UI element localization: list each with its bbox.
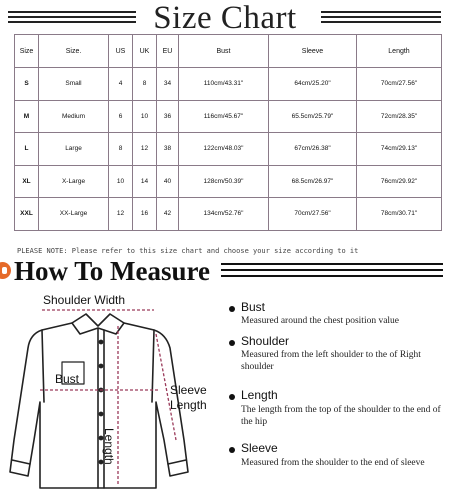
table-row [15,198,442,231]
table-cell: 74cm/29.13" [357,133,442,166]
table-cell: 8 [109,133,133,166]
table-cell: 76cm/29.92" [357,165,442,198]
measure-item-title: Length [241,388,278,402]
table-cell: 67cm/26.38" [269,133,357,166]
length-label: Length [102,428,116,465]
shoulder-width-label: Shoulder Width [43,293,126,307]
table-cell: 6 [109,100,133,133]
table-cell: 122cm/48.03" [179,133,269,166]
measure-item-title: Sleeve [241,441,278,455]
how-to-measure-title: How To Measure [14,256,211,286]
sleeve-label-line1: Sleeve [170,383,207,397]
table-cell: 134cm/52.76" [179,198,269,231]
table-row [15,68,442,101]
column-header: Size. [39,35,109,68]
measure-item-title: Shoulder [241,334,290,348]
column-header: UK [133,35,157,68]
section-badge-icon [0,262,11,279]
table-cell: 78cm/30.71" [357,198,442,231]
table-cell: Large [39,133,109,166]
table-cell: 10 [133,100,157,133]
sleeve-label-line2: Length [170,398,207,412]
table-cell: 70cm/27.56" [269,198,357,231]
table-cell: 10 [109,165,133,198]
table-cell: 128cm/50.39" [179,165,269,198]
table-cell: 12 [109,198,133,231]
page-title: Size Chart [153,0,297,36]
how-to-measure-header [0,256,450,288]
size-table [14,34,442,231]
column-header: Size [15,35,39,68]
table-cell: 65.5cm/25.79" [269,100,357,133]
measure-item-desc: The length from the top of the shoulder to the end of the hip [241,405,441,427]
column-header: Length [357,35,442,68]
title-decoration-right [321,11,441,25]
table-cell: 116cm/45.67" [179,100,269,133]
table-cell: 8 [133,68,157,101]
table-header-row [15,35,442,68]
column-header: Bust [179,35,269,68]
measure-item-desc: Measured from the left shoulder to the of Right shoulder [241,350,421,372]
measure-item-title: Bust [241,300,266,314]
table-cell: 4 [109,68,133,101]
table-row [15,100,442,133]
table-cell: 34 [157,68,179,101]
table-cell: 110cm/43.31" [179,68,269,101]
column-header: US [109,35,133,68]
column-header: EU [157,35,179,68]
bullet-icon [229,340,235,346]
table-cell: 68.5cm/26.97" [269,165,357,198]
table-row [15,165,442,198]
table-cell: 40 [157,165,179,198]
measure-item-desc: Measured around the chest position value [241,316,400,326]
table-cell: Medium [39,100,109,133]
section-decoration [221,263,443,281]
table-cell: 14 [133,165,157,198]
table-cell: 42 [157,198,179,231]
table-cell: M [15,100,39,133]
table-cell: X-Large [39,165,109,198]
table-cell: 70cm/27.56" [357,68,442,101]
table-cell: XX-Large [39,198,109,231]
shirt-illustration [0,290,220,493]
table-cell: 38 [157,133,179,166]
table-cell: 36 [157,100,179,133]
size-chart-header [0,0,450,36]
column-header: Sleeve [269,35,357,68]
sleeve-length-label [170,383,207,413]
bullet-icon [229,447,235,453]
table-cell: S [15,68,39,101]
bust-label: Bust [55,372,80,386]
table-cell: 72cm/28.35" [357,100,442,133]
table-cell: 64cm/25.20" [269,68,357,101]
table-cell: 12 [133,133,157,166]
bullet-icon [229,306,235,312]
table-cell: L [15,133,39,166]
bullet-icon [229,394,235,400]
table-cell: XL [15,165,39,198]
table-cell: XXL [15,198,39,231]
size-note: PLEASE NOTE: Please refer to this size chart and choose your size according to it [17,247,359,255]
measure-item-desc: Measured from the shoulder to the end of sleeve [241,458,425,468]
table-cell: 16 [133,198,157,231]
table-row [15,133,442,166]
table-cell: Small [39,68,109,101]
